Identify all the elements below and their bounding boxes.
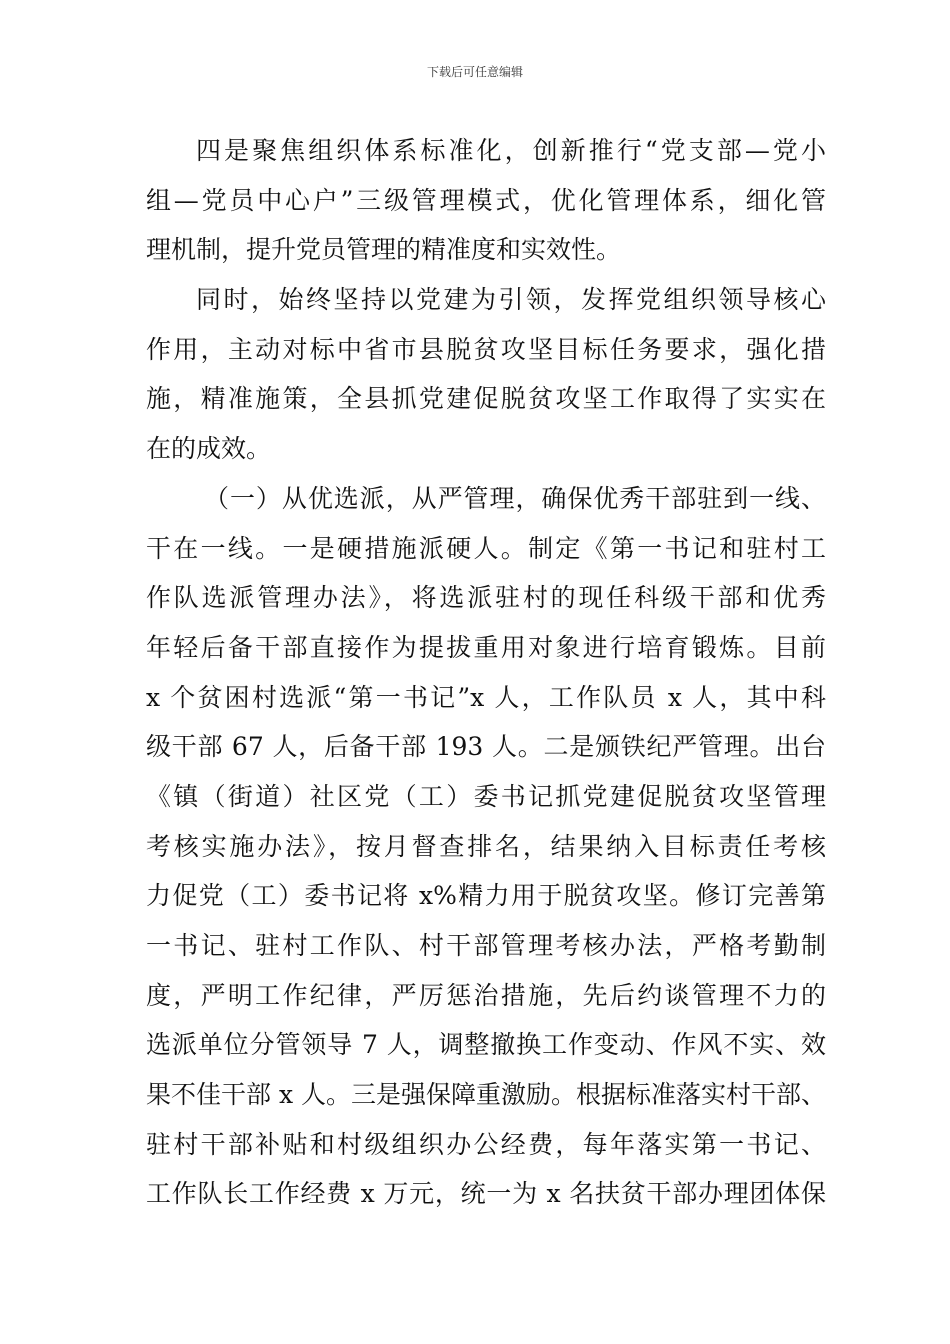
paragraph-2-line-3: 施，精准施策，全县抓党建促脱贫攻坚工作取得了实实在 <box>146 384 826 414</box>
paragraph-3-line-5: x 个贫困村选派“第一书记”x 人，工作队员 x 人，其中科 <box>146 682 826 712</box>
paragraph-3-line-4: 年轻后备干部直接作为提拔重用对象进行培育锻炼。目前 <box>146 632 826 662</box>
paragraph-1-line-2: 组—党员中心户”三级管理模式，优化管理体系，细化管 <box>146 185 826 215</box>
paragraph-3-line-12: 选派单位分管领导 7 人，调整撤换工作变动、作风不实、效 <box>146 1030 826 1060</box>
paragraph-3-line-9: 力促党（工）委书记将 x%精力用于脱贫攻坚。修订完善第 <box>146 881 826 911</box>
paragraph-2-line-1: 同时，始终坚持以党建为引领，发挥党组织领导核心 <box>196 285 826 315</box>
paragraph-3-line-14: 驻村干部补贴和村级组织办公经费，每年落实第一书记、 <box>146 1129 826 1159</box>
paragraph-2-line-4: 在的成效。 <box>146 434 272 464</box>
paragraph-3-line-1: （一）从优选派，从严管理，确保优秀干部驻到一线、 <box>204 483 826 513</box>
paragraph-3-line-2: 干在一线。一是硬措施派硬人。制定《第一书记和驻村工 <box>146 533 826 563</box>
paragraph-3-line-10: 一书记、驻村工作队、村干部管理考核办法，严格考勤制 <box>146 931 826 960</box>
paragraph-3-line-11: 度，严明工作纪律，严厉惩治措施，先后约谈管理不力的 <box>146 980 826 1010</box>
paragraph-3-line-15: 工作队长工作经费 x 万元，统一为 x 名扶贫干部办理团体保 <box>146 1179 826 1209</box>
page-header: 下载后可任意编辑 <box>426 65 523 79</box>
paragraph-3-line-3: 作队选派管理办法》，将选派驻村的现任科级干部和优秀 <box>146 583 826 613</box>
paragraph-3-line-8: 考核实施办法》，按月督查排名，结果纳入目标责任考核 <box>146 831 826 861</box>
document-body <box>146 126 826 1219</box>
paragraph-3-line-6: 级干部 67 人，后备干部 193 人。二是颁铁纪严管理。出台 <box>146 732 826 762</box>
paragraph-1-line-3: 理机制，提升党员管理的精准度和实效性。 <box>146 235 622 265</box>
paragraph-1-line-1: 四是聚焦组织体系标准化，创新推行“党支部—党小 <box>196 136 826 165</box>
paragraph-2-line-2: 作用，主动对标中省市县脱贫攻坚目标任务要求，强化措 <box>146 334 826 364</box>
paragraph-3-line-13: 果不佳干部 x 人。三是强保障重激励。根据标准落实村干部、 <box>146 1080 826 1110</box>
paragraph-3-line-7: 《镇（街道）社区党（工）委书记抓党建促脱贫攻坚管理 <box>146 781 826 811</box>
